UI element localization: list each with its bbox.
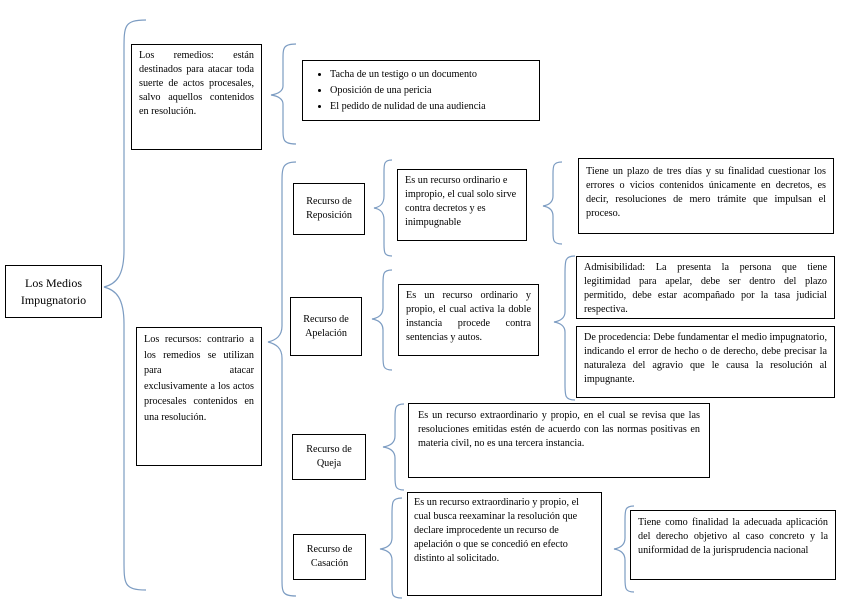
reposicion-label-node — [293, 183, 365, 235]
remedios-list-item: • El pedido de nulidad de una audiencia — [330, 100, 532, 114]
reposicion-label: Recurso de Reposición — [306, 196, 352, 221]
apelacion-admisibilidad-node — [576, 256, 835, 319]
apelacion-procedencia-node — [576, 326, 835, 398]
apelacion-label: Recurso de Apelación — [303, 313, 349, 339]
apelacion-admisibilidad: Admisibilidad: La presenta la persona que tiene legitimidad para apelar, debe ser dentro del plazo permitido, debe estar acompañado por la tasa judicial respectiva. — [584, 262, 827, 315]
apelacion-procedencia: De procedencia: Debe fundamentar el medio impugnatorio, indicando el error de hecho o de derecho, debe precisar la naturaleza del agravio que le causa la resolución al impugnante. — [584, 332, 827, 385]
apelacion-label-node — [290, 297, 362, 356]
remedios-list-box — [302, 60, 540, 121]
apelacion-desc-node — [398, 284, 539, 356]
apelacion-desc: Es un recurso ordinario y propio, el cual activa la doble instancia procede contra sentencias y autos. — [406, 290, 531, 343]
remedios-list — [310, 68, 532, 114]
queja-desc: Es un recurso extraordinario y propio, en el cual se revisa que las resoluciones emitidas estén de acuerdo con las normas positivas en materia civil, no es una tercera instancia. — [418, 410, 700, 449]
brace-casacion — [380, 498, 402, 598]
brace-reposicion — [374, 160, 392, 256]
brace-apelacion — [372, 270, 392, 370]
queja-label-node — [292, 434, 366, 480]
brace-recursos — [268, 162, 296, 596]
reposicion-desc-node — [397, 169, 527, 241]
brace-reposicion-detail — [543, 162, 562, 244]
root-title: Los Medios Impugnatorio — [20, 275, 87, 307]
remedios-list-item: • Tacha de un testigo o un documento — [330, 68, 532, 82]
casacion-label-node — [293, 534, 366, 580]
casacion-desc-node — [407, 492, 602, 596]
casacion-label: Recurso de Casación — [306, 544, 353, 569]
remedios-node — [131, 44, 262, 150]
queja-label: Recurso de Queja — [306, 444, 352, 469]
recursos-text: Los recursos: contrario a los remedios se utilizan para atacar exclusivamente a los actos procesales contenidos en una resolución. — [144, 334, 254, 423]
recursos-node — [136, 327, 262, 466]
reposicion-detail-node — [578, 158, 834, 234]
brace-remedios — [271, 44, 296, 144]
queja-desc-node — [408, 403, 710, 478]
reposicion-detail: Tiene un plazo de tres días y su finalidad cuestionar los errores o vicios contenidos únicamente en decretos, es decir, resoluciones de mero trámite que impulsan el proceso. — [586, 166, 826, 219]
remedios-text: Los remedios: están destinados para atacar toda suerte de actos procesales, salvo aquellos contenidos en resolución. — [139, 50, 254, 117]
casacion-desc: Es un recurso extraordinario y propio, el cual busca reexaminar la resolución que declare improcedente un recurso de apelación o que se concedió en efecto distinto al solicitado. — [414, 497, 579, 564]
brace-queja — [383, 404, 404, 490]
casacion-detail: Tiene como finalidad la adecuada aplicación del derecho objetivo al caso concreto y la uniformidad de la jurisprudencia nacional — [638, 517, 828, 556]
casacion-detail-node — [630, 510, 836, 580]
reposicion-desc: Es un recurso ordinario e impropio, el cual solo sirve contra decretos y es inimpugnable — [405, 175, 517, 228]
brace-apelacion-detail — [554, 256, 575, 400]
remedios-list-item: • Oposición de una pericia — [330, 84, 532, 98]
root-node — [5, 265, 102, 318]
